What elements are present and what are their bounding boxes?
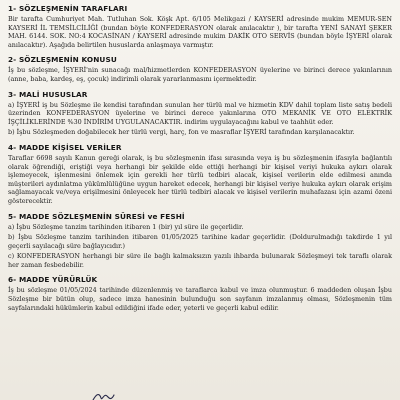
section-heading: 1- SÖZLEŞMENİN TARAFLARI <box>8 4 128 13</box>
section-paragraph: Bir tarafta Cumhuriyet Mah. Tutluhan Sok. Köşk Apt. 6/105 Melikgazi / KAYSERİ adresinde mukim MEMUR-SEN KAYSERİ İL TEMSİLCİLİĞİ (bundan böyle KONFEDERASYON olarak anılacaktır ), bir tarafta YENİ SANAYİ ŞEKER MAH. 6144. SOK. NO:4 KOCASİNAN / KAYSERİ adresinde mukim DAKİK OTO SERVİS (bundan böyle İŞYERİ olarak anılacaktır). Aşağıda belirtilen hususlarda anlaşmaya varmıştır. <box>8 15 392 49</box>
section-financial <box>8 90 392 137</box>
section-paragraph: a) İŞYERİ iş bu Sözleşme ile kendisi tarafından sunulan her türlü mal ve hizmetin KDV dahil toplam liste satış bedeli üzerinden KONFEDERASYON üyelerine ve birinci derece yakınlarına OTO MEKANİK VE OTO ELEKTRİK İŞÇİLİKLERİNDE %30 İNDİRİM UYGULANACAKTIR. indirim uygulayacağını kabul ve taahhüt eder. <box>8 100 392 126</box>
section-subject <box>8 55 392 83</box>
section-personal-data <box>8 143 392 206</box>
section-heading: 4- MADDE KİŞİSEL VERİLER <box>8 142 122 152</box>
section-paragraph: b) İşbu Sözleşmeden doğabilecek her türlü vergi, harç, fon ve masraflar İŞYERİ tarafından karşılanacaktır. <box>8 128 355 137</box>
section-duration <box>8 212 392 270</box>
section-paragraph: İş bu sözleşme, İŞYERİ'nin sunacağı mal/hizmetlerden KONFEDERASYON üyelerine ve birinci derece yakınlarının (anne, baba, kardeş, eş, çocuk) indirimli olarak yararlanmasını içermektedir. <box>8 66 392 83</box>
section-effectiveness <box>8 275 392 312</box>
section-paragraph: b) İşbu Sözleşme tanzim tarihinden itibaren 01/05/2025 tarihine kadar geçerlidir. (Doldurulmadığı takdirde 1 yıl geçerli sayılacağı süre bağlayıcıdır.) <box>8 233 392 250</box>
section-heading: 2- SÖZLEŞMENİN KONUSU <box>8 55 117 65</box>
section-paragraph: İş bu sözleşme 01/05/2024 tarihinde düzenlenmiş ve taraflarca kabul ve imza olunmuştur. 6 maddeden oluşan İşbu Sözleşme bir bütün olup, sadece imza hanesinin bulunduğu son sayfanın imzalanmış olması, Sözleşmenin tüm sayfalarındaki hükümlerin kabul edildiğini ifade eder, yeterli ve geçerli kabul edilir. <box>8 286 392 312</box>
section-paragraph: Taraflar 6698 sayılı Kanun gereği olarak, iş bu sözleşmenin ifası sırasında veya iş bu sözleşmenin ifasıyla bağlantılı olarak öğrendiği, erişti̇ği veya herhangi bir şekilde elde ettiği herhangi bir kişisel veriyi hukuka aykırı olarak işlemeyecek, işlenmesini önlemek için gerekli her türlü tedbiri alacak, kişisel verilerin elde edilmesi anında müşterileri aydınlatma yükümlülüğüne uygun hareket edecek, herhangi bir kişisel veriye hukuka aykırı olarak erişim sağlamayacak ve/veya erişilmesini önleyecek her türlü tedbiri alacak ve kişisel verilerin muhafazası için azami özeni gösterecektir. <box>8 153 392 205</box>
section-heading: 6- MADDE YÜRÜRLÜK <box>8 275 98 285</box>
section-paragraph: a) İşbu Sözleşme tanzim tarihinden itibaren 1 (bir) yıl süre ile geçerlidir. <box>8 222 244 231</box>
section-paragraph: c) KONFEDERASYON herhangi bir süre ile bağlı kalmaksızın yazılı ihbarda bulunarak Sözleşmeyi tek taraflı olarak her zaman fesbedebilir. <box>8 252 392 269</box>
section-heading: 5- MADDE SÖZLEŞMENİN SÜRESİ ve FESHİ <box>8 211 185 221</box>
signature-mark <box>90 390 130 400</box>
section-heading: 3- MALİ HUSUSLAR <box>8 89 88 99</box>
section-parties <box>8 4 392 49</box>
